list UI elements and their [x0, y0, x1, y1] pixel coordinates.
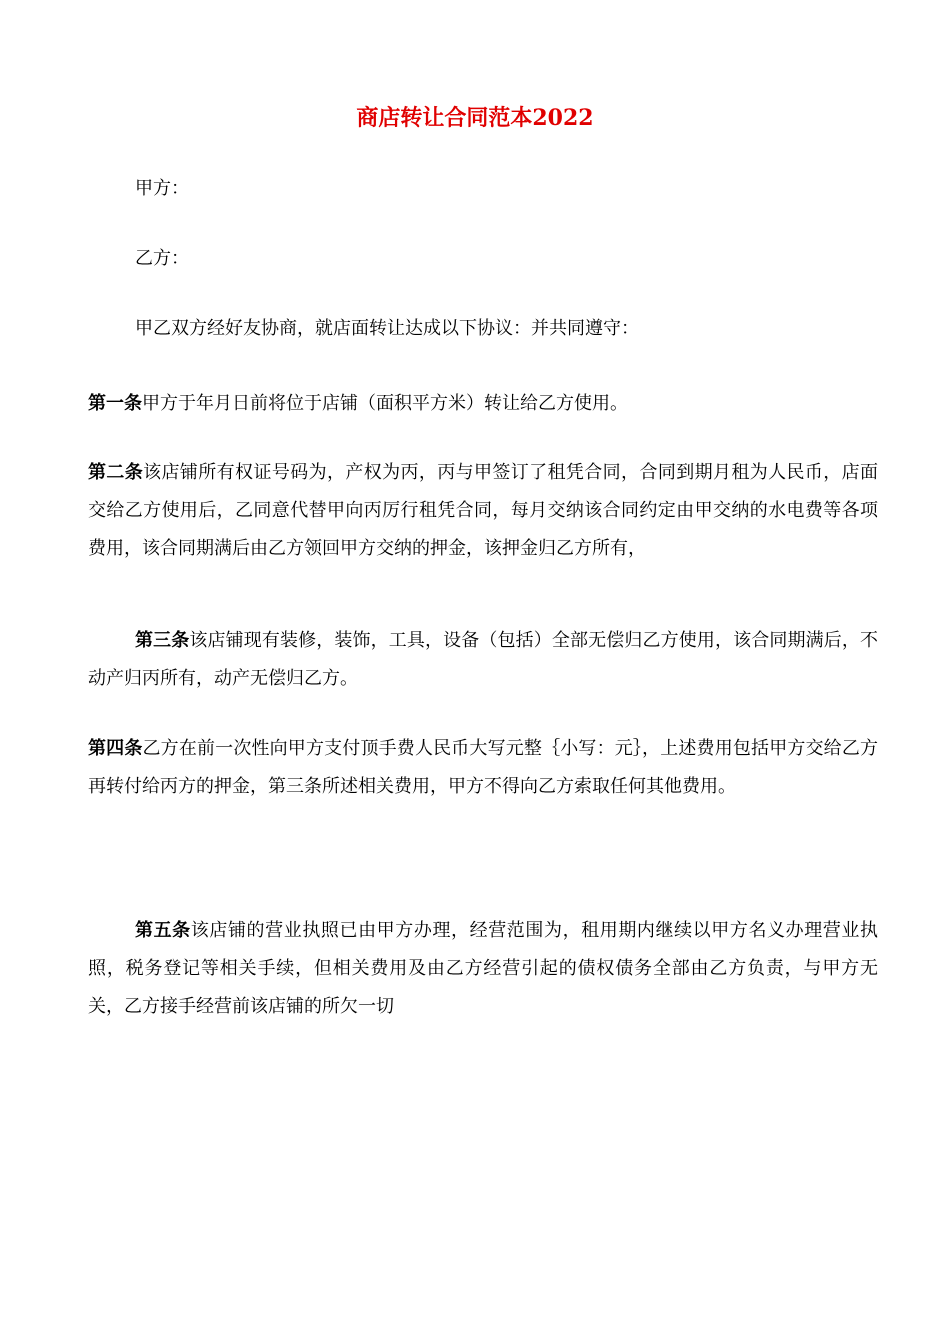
article-5-text: 该店铺的营业执照已由甲方办理，经营范围为，租用期内继续以甲方名义办理营业执照，税务登记等相关手续，但相关费用及由乙方经营引起的债权债务全部由乙方负责，与甲方无关，乙方接手经营前该店铺的所欠一切 [88, 920, 879, 1017]
article-4-text: 乙方在前一次性向甲方支付顶手费人民币大写元整｛小写：元｝，上述费用包括甲方交给乙方再转付给丙方的押金，第三条所述相关费用，甲方不得向乙方索取任何其他费用。 [88, 738, 879, 797]
article-2-label: 第二条 [88, 462, 144, 483]
article-1-text: 甲方于年月日前将位于店铺（面积平方米）转让给乙方使用。 [142, 393, 628, 414]
article-4-label: 第四条 [88, 738, 143, 759]
party-b-line: 乙方： [135, 248, 189, 269]
article-5-label: 第五条 [135, 920, 191, 941]
article-3 [88, 622, 878, 698]
document-title: 商店转让合同范本2022 [356, 105, 594, 131]
article-1-label: 第一条 [88, 393, 142, 414]
party-a-line: 甲方： [135, 178, 189, 199]
article-2 [88, 454, 878, 568]
article-1 [88, 385, 878, 423]
article-5 [88, 912, 878, 1026]
article-4 [88, 730, 878, 806]
intro-paragraph: 甲乙双方经好友协商，就店面转让达成以下协议：并共同遵守： [135, 318, 639, 339]
article-3-text: 该店铺现有装修，装饰，工具，设备（包括）全部无偿归乙方使用，该合同期满后，不动产归丙所有，动产无偿归乙方。 [88, 630, 878, 689]
article-3-label: 第三条 [135, 630, 190, 651]
article-2-text: 该店铺所有权证号码为，产权为丙，丙与甲签订了租凭合同，合同到期月租为人民币，店面交给乙方使用后，乙同意代替甲向丙厉行租凭合同，每月交纳该合同约定由甲交纳的水电费等各项费用，该合同期满后由乙方领回甲方交纳的押金，该押金归乙方所有， [88, 462, 879, 559]
